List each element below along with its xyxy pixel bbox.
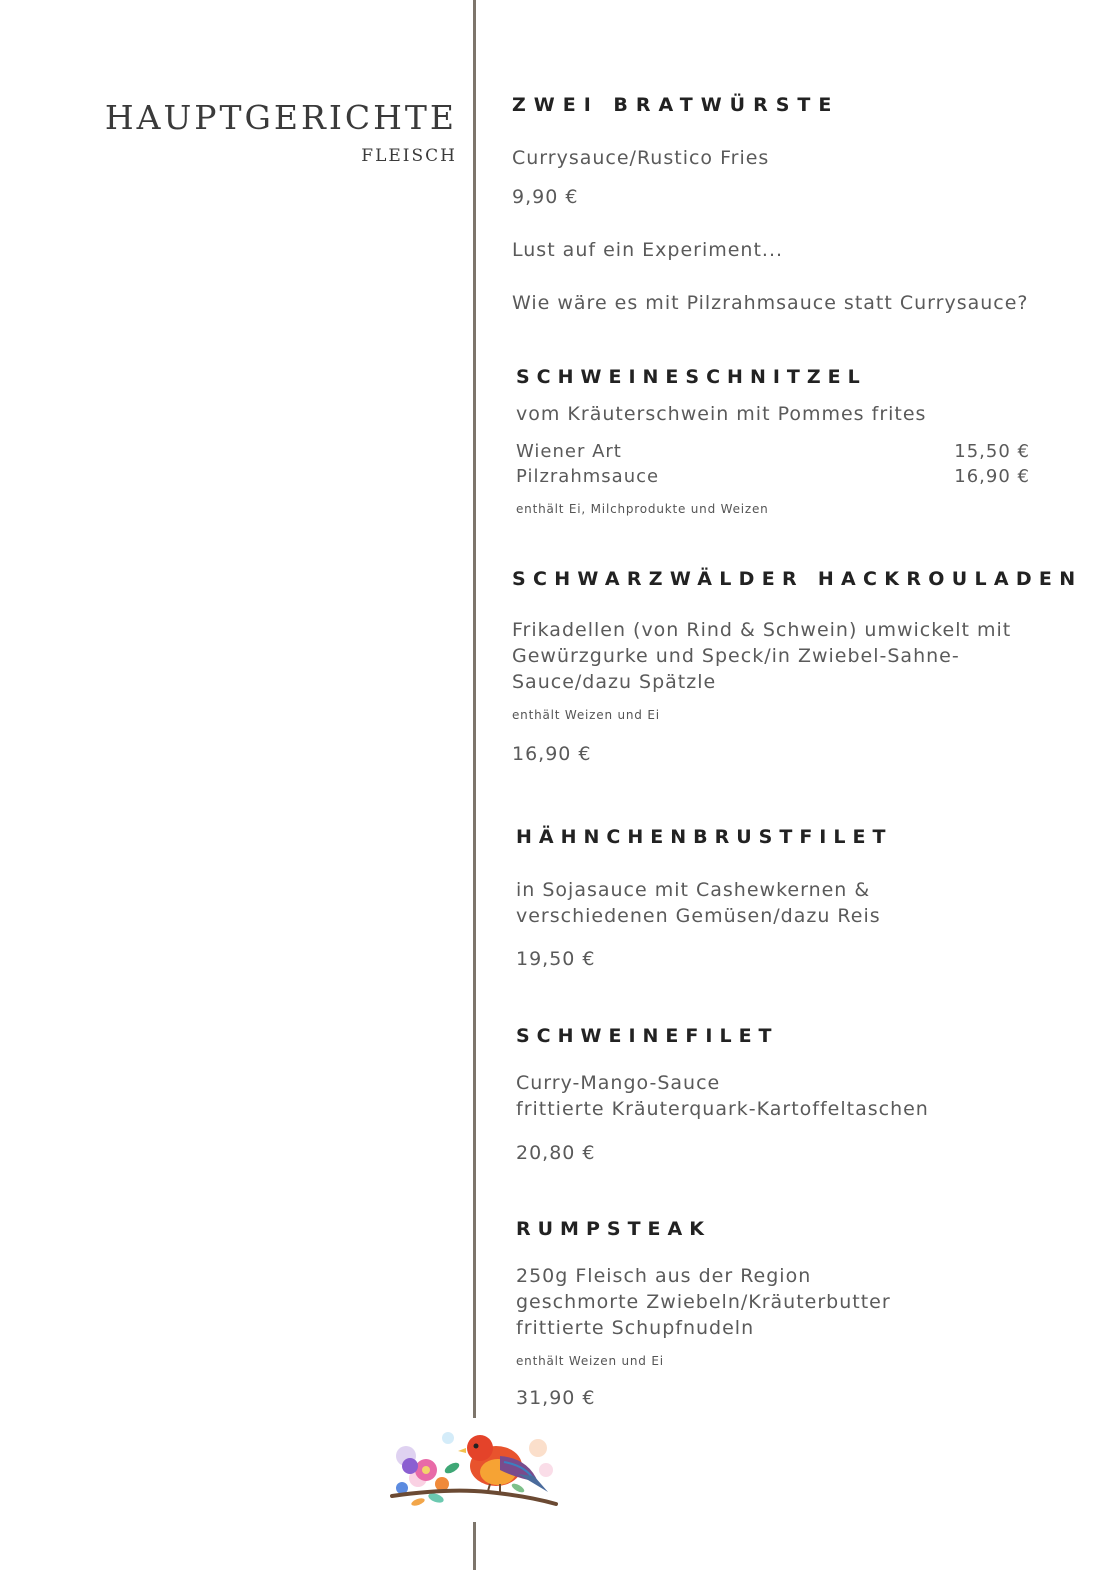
option-label: Wiener Art (516, 441, 622, 462)
description-line: geschmorte Zwiebeln/Kräuterbutter (516, 1291, 891, 1313)
dish-haehnchenbrustfilet (516, 828, 1096, 972)
allergen-info: enthält Ei, Milchprodukte und Weizen (516, 502, 769, 516)
description-line: Curry-Mango-Sauce (516, 1072, 721, 1094)
description-line: 250g Fleisch aus der Region (516, 1265, 812, 1287)
dish-schweinefilet (516, 1027, 1096, 1166)
dish-title: SCHWARZWÄLDER HACKROULADEN (512, 568, 1083, 590)
dish-description (512, 617, 1092, 695)
dish-description (516, 1263, 1096, 1341)
option-label: Pilzrahmsauce (516, 466, 660, 487)
dish-bratwuerste (512, 96, 1092, 316)
dish-price: 31,90 € (516, 1387, 596, 1409)
dish-note: Lust auf ein Experiment... (512, 239, 784, 261)
description-line: frittierte Kräuterquark-Kartoffeltaschen (516, 1098, 929, 1120)
allergen-info: enthält Weizen und Ei (516, 1354, 664, 1368)
dish-note: Wie wäre es mit Pilzrahmsauce statt Currysauce? (512, 292, 1029, 314)
bird-on-branch-icon (388, 1418, 560, 1522)
dish-title: RUMPSTEAK (516, 1218, 711, 1240)
dish-price: 9,90 € (512, 186, 579, 208)
dish-price: 20,80 € (516, 1142, 596, 1164)
dish-title: SCHWEINEFILET (516, 1025, 779, 1047)
dish-title: SCHWEINESCHNITZEL (516, 366, 867, 388)
description-line: Frikadellen (von Rind & Schwein) umwickelt mit (512, 619, 1012, 641)
section-heading (105, 100, 457, 166)
dish-description (516, 877, 1096, 929)
allergen-info: enthält Weizen und Ei (512, 708, 660, 722)
description-line: verschiedenen Gemüsen/dazu Reis (516, 905, 881, 927)
dish-title: ZWEI BRATWÜRSTE (512, 94, 840, 116)
dish-schweineschnitzel (516, 368, 1096, 517)
vertical-divider (473, 0, 476, 1570)
section-title: HAUPTGERICHTE (104, 98, 457, 137)
dish-description: vom Kräuterschwein mit Pommes frites (516, 403, 927, 425)
price-option-row (516, 439, 1030, 464)
dish-hackrouladen (512, 570, 1092, 767)
dish-price: 19,50 € (516, 948, 596, 970)
description-line: Sauce/dazu Spätzle (512, 671, 717, 693)
description-line: frittierte Schupfnudeln (516, 1317, 755, 1339)
dish-description: Currysauce/Rustico Fries (512, 147, 770, 169)
dish-rumpsteak (516, 1220, 1096, 1411)
option-price: 15,50 € (954, 441, 1030, 462)
price-options (516, 439, 1096, 489)
description-line: Gewürzgurke und Speck/in Zwiebel-Sahne- (512, 645, 960, 667)
dish-price: 16,90 € (512, 743, 592, 765)
dish-title: HÄHNCHENBRUSTFILET (516, 826, 893, 848)
section-subtitle: FLEISCH (361, 146, 457, 167)
description-line: in Sojasauce mit Cashewkernen & (516, 879, 871, 901)
dish-description (516, 1070, 1096, 1122)
price-option-row (516, 464, 1030, 489)
option-price: 16,90 € (954, 466, 1030, 487)
